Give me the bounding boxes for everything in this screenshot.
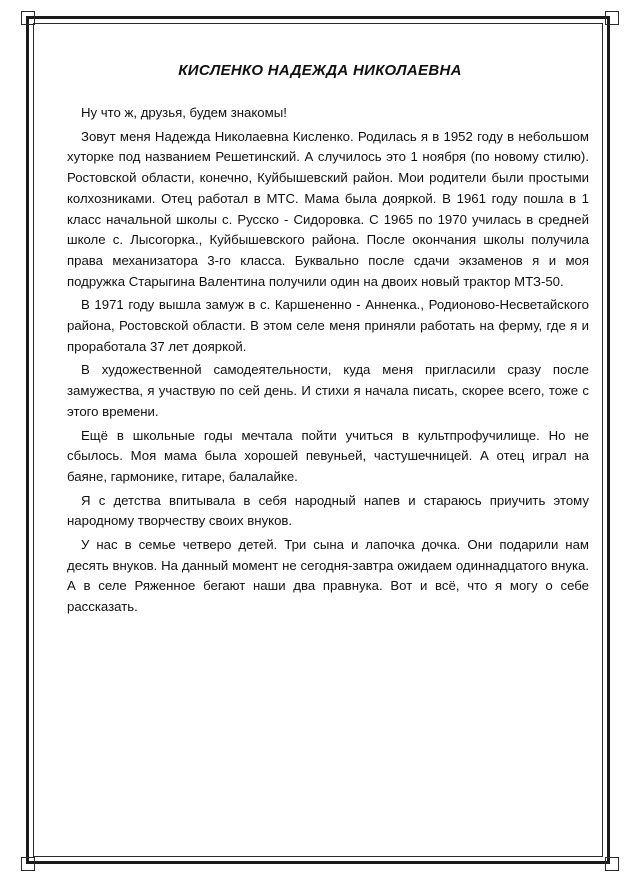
- paragraph-amateur-art: В художественной самодеятельности, куда меня пригласили сразу после замужества, я участвую по сей день. И стихи я начала писать, скорее всего, тоже с этого времени.: [67, 362, 589, 419]
- paragraph-biography: Зовут меня Надежда Николаевна Кисленко. Родилась я в 1952 году в небольшом хуторке под названием Решетинский. А случилось это 1 ноября (по новому стилю). Ростовской области, конечно, Куйбышевский район. Мои родители были простыми колхозниками. Отец работал в МТС. Мама была дояркой. В 1961 году пошла в 1 класс начальной школы с. Русско - Сидоровка. С 1965 по 1970 училась в средней школе с. Лысогорка., Куйбышевского района. После окончания школы получила права механизатора 3-го класса. Буквально после сдачи экзаменов я и моя подружка Старыгина Валентина получили один на двоих новый трактор МТЗ-50.: [67, 128, 589, 289]
- border-corner-top-right: [605, 11, 619, 25]
- border-corner-top-left: [21, 11, 35, 25]
- border-corner-bottom-left: [21, 857, 35, 871]
- document-title: КИСЛЕНКО НАДЕЖДА НИКОЛАЕВНА: [178, 62, 462, 79]
- paragraph-folk-song: Я с детства впитывала в себя народный напев и стараюсь приучить этому народному творчеству своих внуков.: [67, 492, 589, 529]
- paragraph-greeting: Ну что ж, друзья, будем знакомы!: [81, 105, 287, 120]
- border-corner-bottom-right: [605, 857, 619, 871]
- paragraph-school-dream: Ещё в школьные годы мечтала пойти учиться в культпрофучилище. Но не сбылось. Моя мама была хорошей певуньей, частушечницей. А отец играл на баяне, гармонике, гитаре, балалайке.: [67, 427, 589, 484]
- paragraph-family: У нас в семье четверо детей. Три сына и лапочка дочка. Они подарили нам десять внуков. На данный момент не сегодня-завтра ожидаем одиннадцатого внука. А в селе Ряженное бегают наши два правнука. Вот и всё, что я могу о себе рассказать.: [67, 537, 589, 615]
- document-body: [67, 103, 589, 621]
- paragraph-marriage: В 1971 году вышла замуж в с. Каршененно - Анненка., Родионово-Несветайского района, Ростовской области. В этом селе меня приняли работать на ферму, где я и проработала 37 лет дояркой.: [67, 297, 589, 354]
